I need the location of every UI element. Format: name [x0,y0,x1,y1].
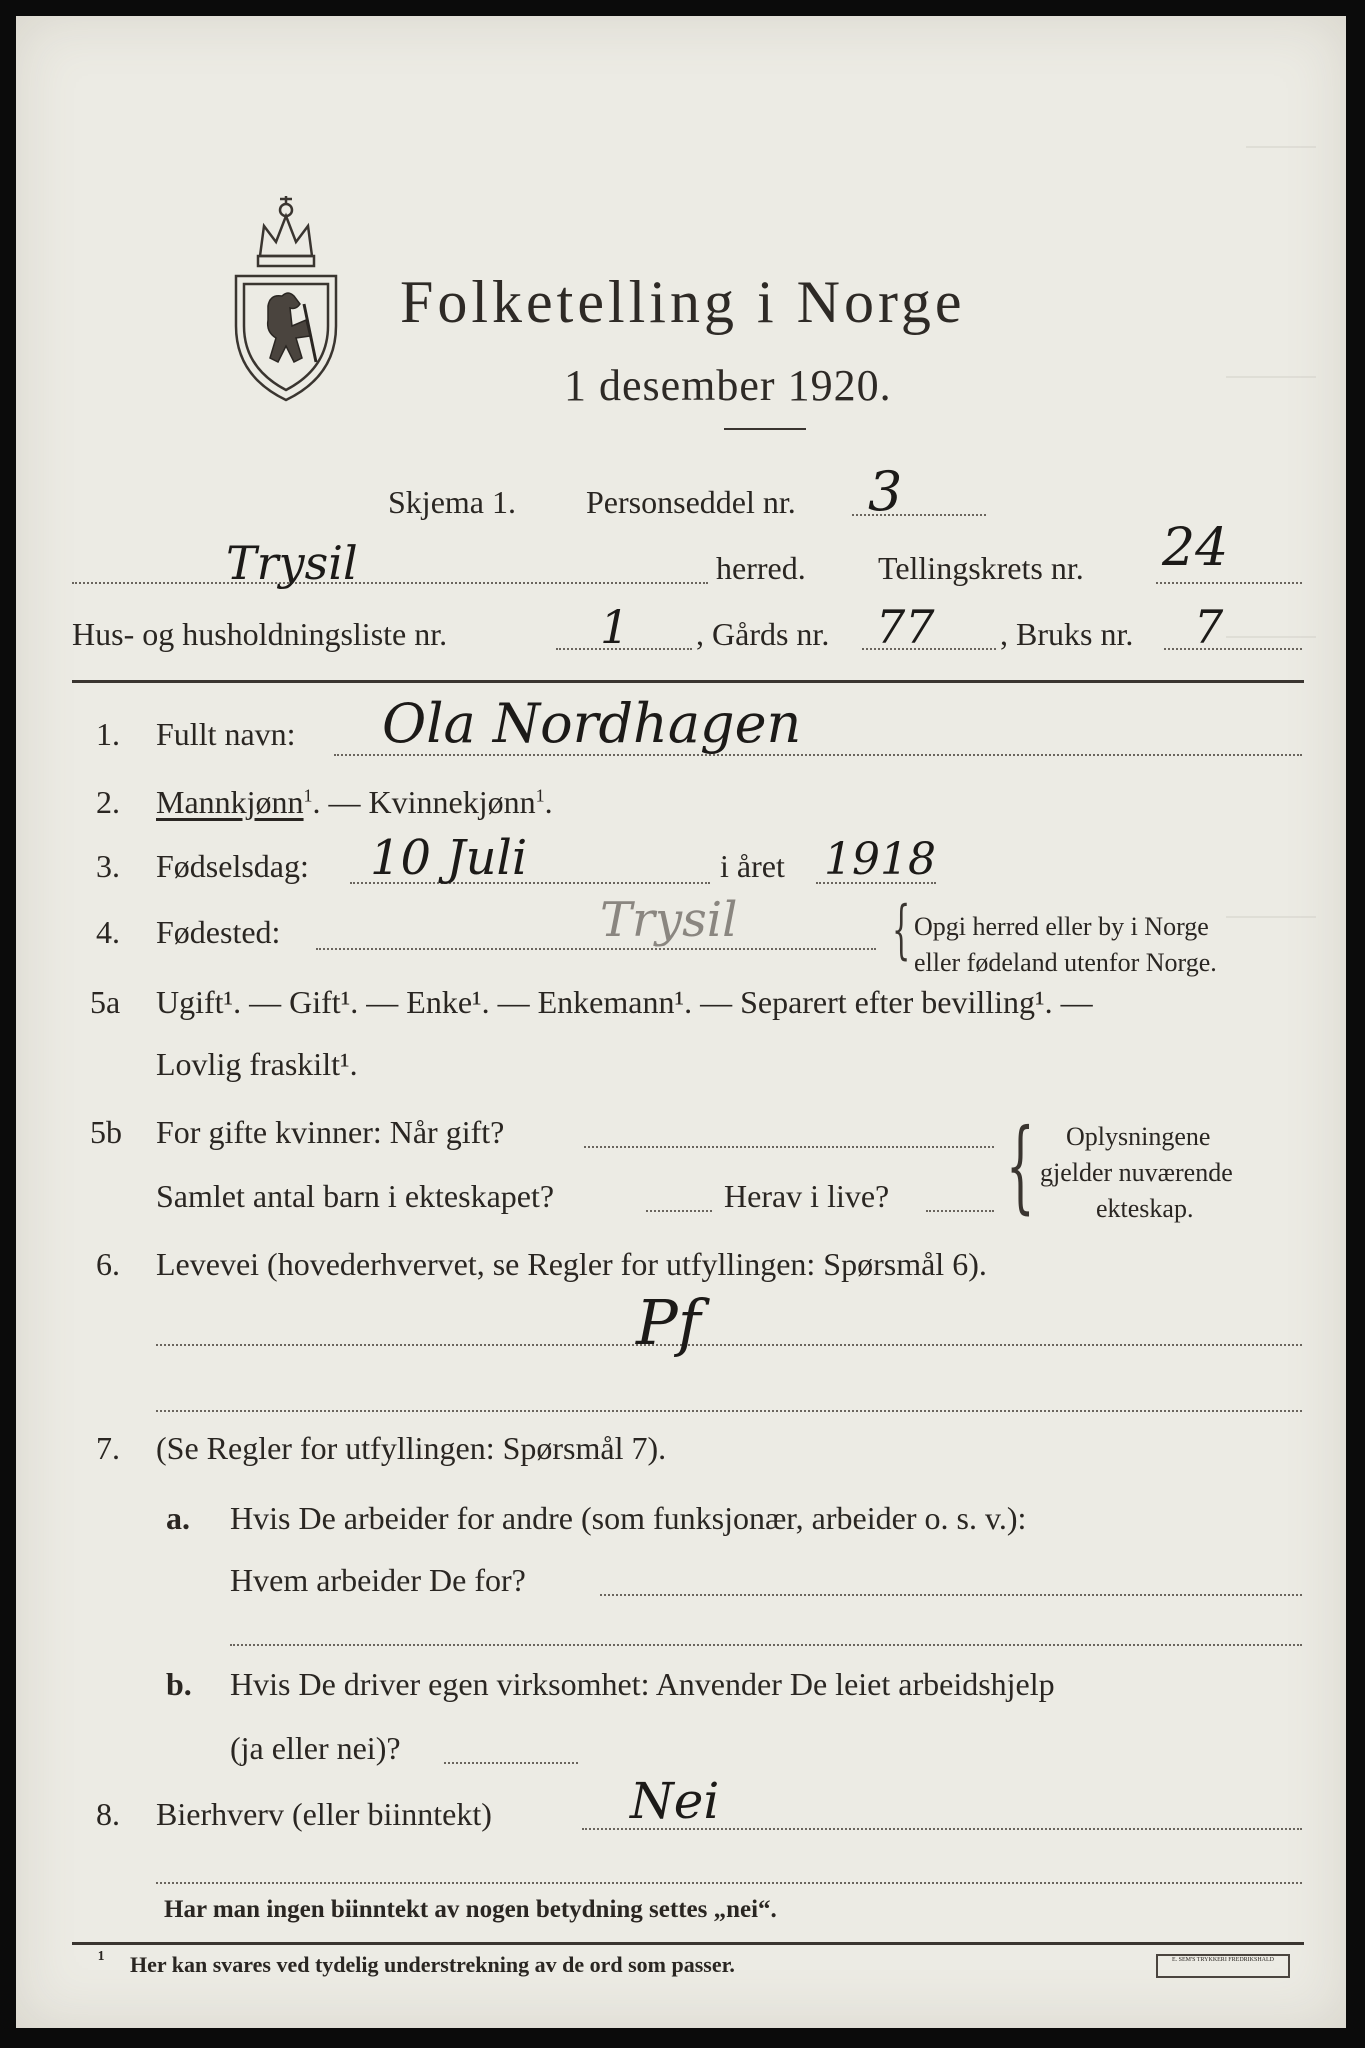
marital-status-options[interactable]: Ugift¹. — Gift¹. — Enke¹. — Enkemann¹. — Separert efter bevilling¹. — [156,984,1093,1020]
q6-line1 [156,1344,1302,1346]
personseddel-value[interactable]: 3 [868,460,903,523]
birthplace-value[interactable]: Trysil [600,892,738,948]
gards-label: , Gårds nr. [696,616,830,652]
q7b-answer-line [444,1762,578,1764]
q6-number: 6. [96,1246,120,1282]
bruks-label: , Bruks nr. [1000,616,1134,652]
footnote-text: Her kan svares ved tydelig understrekning av de ord som passer. [130,1952,735,1977]
q5b-married-when-label: For gifte kvinner: Når gift? [156,1114,505,1150]
male-option[interactable]: Mannkjønn [156,784,304,820]
tellingskrets-value[interactable]: 24 [1162,518,1229,578]
q7a-line1: Hvis De arbeider for andre (som funksjonær, arbeider o. s. v.): [230,1500,1027,1536]
q5b-note-line2: gjelder nuværende [1040,1158,1233,1187]
printer-stamp-text: E. SEM'S TRYKKERI FREDRIKSHALD [1172,1957,1274,1963]
q5b-brace: { [1006,1107,1035,1224]
q2-number: 2. [96,784,120,820]
q1-label: Fullt navn: [156,716,296,752]
q7-number: 7. [96,1430,120,1466]
q8-line2 [156,1882,1302,1884]
marital-status-options-cont[interactable]: Lovlig fraskilt¹. [156,1046,358,1082]
full-name-value[interactable]: Ola Nordhagen [382,692,802,755]
q5b-note-line3: ekteskap. [1096,1194,1194,1223]
q8-number: 8. [96,1796,120,1832]
q7-label: (Se Regler for utfyllingen: Spørsmål 7). [156,1430,667,1466]
header-divider [72,680,1304,683]
q2-footnote-mark: 1 [303,785,313,806]
bruks-value[interactable]: 7 [1194,600,1224,654]
q5a-number: 5a [90,984,121,1020]
herred-label: herred. [716,550,806,586]
female-option[interactable]: Kvinnekjønn [368,784,536,820]
form-title: Folketelling i Norge [400,269,966,335]
q5b-children-label: Samlet antal barn i ekteskapet? [156,1178,555,1214]
footnote-mark: ¹ [98,1946,105,1971]
q5b-note-line1: Oplysningene [1066,1122,1211,1151]
q6-label: Levevei (hovederhvervet, se Regler for utfyllingen: Spørsmål 6). [156,1246,987,1282]
census-form-sheet [16,16,1346,2028]
q5b-alive-line [926,1210,994,1212]
q8-label: Bierhverv (eller biinntekt) [156,1796,492,1832]
occupation-value[interactable]: Pf [636,1286,701,1359]
q5b-married-when-line [584,1146,994,1148]
printer-stamp [1156,1954,1290,1978]
q7b-line1: Hvis De driver egen virksomhet: Anvender De leiet arbeidshjelp [230,1666,1055,1702]
year-label: i året [720,848,785,884]
footnote-rule [72,1942,1304,1945]
bleed-through [1216,116,1316,1116]
q4-note-line2: eller fødeland utenfor Norge. [914,948,1217,977]
q7a-marker: a. [166,1500,190,1536]
q4-note-line1: Opgi herred eller by i Norge [914,912,1209,941]
q4-label: Fødested: [156,914,281,950]
q5b-children-line [646,1210,712,1212]
q4-line [316,948,876,950]
q2-footnote-mark-2: 1 [535,785,545,806]
gards-value[interactable]: 77 [876,600,935,654]
q7b-marker: b. [166,1666,192,1702]
skjema-label: Skjema 1. [388,484,516,520]
census-date: 1 desember 1920. [564,361,892,410]
birth-year-value[interactable]: 1918 [824,834,936,885]
q3-label: Fødselsdag: [156,848,309,884]
herred-line [72,582,708,584]
q7a-answer-line2 [230,1644,1302,1646]
q2-options [156,784,553,821]
q7a-answer-line1 [600,1594,1302,1596]
q1-number: 1. [96,716,120,752]
herred-value[interactable]: Trysil [226,536,358,590]
birthday-value[interactable]: 10 Juli [370,830,528,886]
q2-end: . [544,784,553,820]
q2-separator: . — [312,784,369,820]
q7b-line2: (ja eller nei)? [230,1730,401,1766]
q5b-number: 5b [90,1114,122,1150]
q6-line2 [156,1410,1302,1412]
q3-number: 3. [96,848,120,884]
q5b-alive-label: Herav i live? [724,1178,890,1214]
q4-number: 4. [96,914,120,950]
husholdningsliste-label: Hus- og husholdningsliste nr. [72,616,448,652]
title-rule [724,428,806,430]
tellingskrets-label: Tellingskrets nr. [878,550,1084,586]
side-income-value[interactable]: Nei [630,1772,720,1830]
tellingskrets-line [1156,582,1302,584]
norwegian-coat-of-arms-emblem [230,186,342,406]
personseddel-label: Personseddel nr. [586,484,796,520]
side-income-note: Har man ingen biinntekt av nogen betydning settes „nei“. [164,1896,777,1923]
q7a-line2: Hvem arbeider De for? [230,1562,526,1598]
bruks-line [1164,648,1302,650]
husholdningsliste-value[interactable]: 1 [600,600,630,654]
q4-brace: { [892,893,911,967]
